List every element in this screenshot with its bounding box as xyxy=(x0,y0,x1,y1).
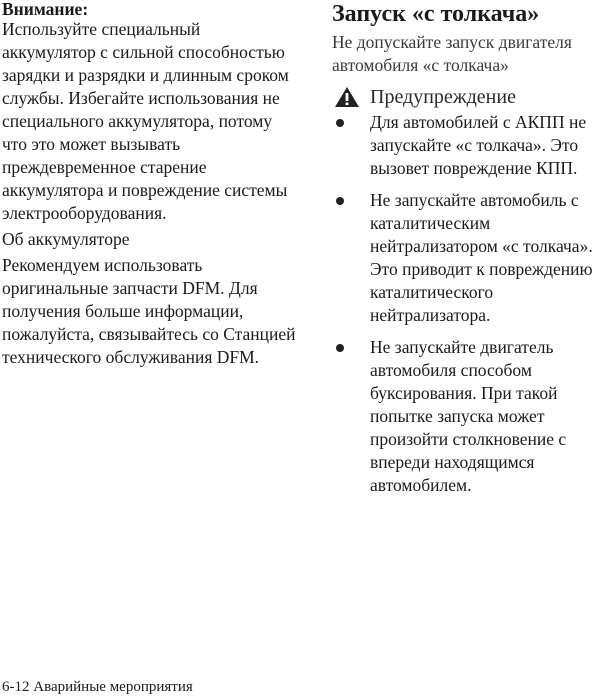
list-item xyxy=(332,189,616,327)
page-footer: 6-12 Аварийные мероприятия xyxy=(2,679,193,695)
section-intro: Не допускайте запуск двигателя автомобиля «с толкача» xyxy=(332,32,572,75)
battery-subheading: Об аккумуляторе xyxy=(2,229,130,249)
attention-title: Внимание: xyxy=(2,0,89,19)
bullet-icon xyxy=(336,119,344,127)
warning-label: Предупреждение xyxy=(370,86,516,108)
right-column xyxy=(332,0,616,506)
warning-header xyxy=(332,86,616,108)
list-item xyxy=(332,336,616,497)
bullet-icon xyxy=(336,344,344,352)
left-column xyxy=(2,0,298,369)
list-item-text: Для автомобилей с АКПП не запускайте «с толкача». Это вызовет повреждение КПП. xyxy=(370,112,587,178)
list-item xyxy=(332,111,616,180)
section-title: Запуск «с толкача» xyxy=(332,1,540,27)
list-item-text: Не запускайте двигатель автомобиля способом буксирования. При такой попытке запуска может произойти столкновение с впереди находящимся автомобилем. xyxy=(370,337,567,495)
warning-list xyxy=(332,111,616,497)
bullet-icon xyxy=(336,197,344,205)
list-item-text: Не запускайте автомобиль с каталитическим нейтрализатором «с толкача». Это приводит к повреждению каталитического нейтрализатора. xyxy=(370,190,593,325)
attention-text: Используйте специальный аккумулятор с сильной способностью зарядки и разрядки и длинным сроком службы. Избегайте использования не специального аккумулятора, потому что это может вызывать преждевременное старение аккумулятора и повреждение системы электрооборудования. xyxy=(2,19,289,223)
recommend-text: Рекомендуем использовать оригинальные запчасти DFM. Для получения больше информации, пожалуйста, связывайтесь со Станцией технического обслуживания DFM. xyxy=(2,255,296,367)
warning-triangle-icon xyxy=(334,86,360,108)
